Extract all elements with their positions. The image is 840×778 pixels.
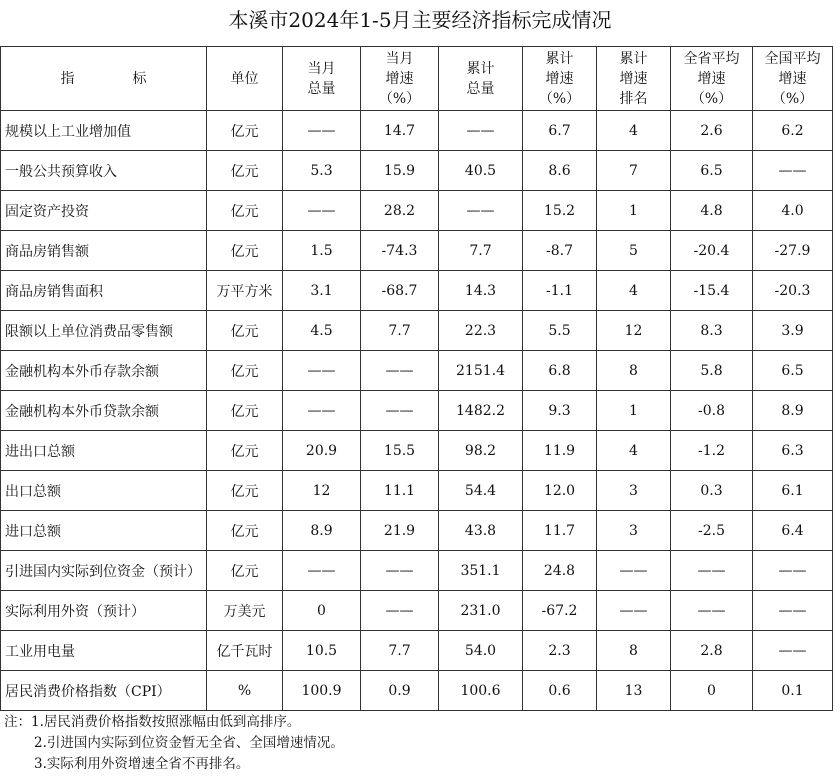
- cell-value: 10.5: [283, 631, 361, 671]
- cell-value: -15.4: [671, 271, 753, 311]
- cell-value: ——: [439, 111, 523, 151]
- cell-value: ——: [283, 191, 361, 231]
- table-row: [1, 671, 833, 711]
- cell-value: 4.0: [753, 191, 833, 231]
- table-row: [1, 311, 833, 351]
- cell-value: 14.7: [361, 111, 439, 151]
- cell-value: -27.9: [753, 231, 833, 271]
- cell-value: 8.9: [283, 511, 361, 551]
- cell-value: 43.8: [439, 511, 523, 551]
- cell-indicator: 金融机构本外币贷款余额: [1, 391, 207, 431]
- table-body: [1, 111, 833, 711]
- cell-value: 15.2: [523, 191, 597, 231]
- cell-value: -74.3: [361, 231, 439, 271]
- cell-value: 15.9: [361, 151, 439, 191]
- cell-value: -0.8: [671, 391, 753, 431]
- cell-value: 2151.4: [439, 351, 523, 391]
- cell-unit: 亿元: [207, 351, 283, 391]
- table-row: [1, 231, 833, 271]
- cell-value: ——: [671, 551, 753, 591]
- indicator-table: [0, 46, 833, 711]
- cell-indicator: 出口总额: [1, 471, 207, 511]
- cell-value: 8.9: [753, 391, 833, 431]
- cell-value: 1.5: [283, 231, 361, 271]
- cell-value: 6.7: [523, 111, 597, 151]
- cell-value: ——: [361, 351, 439, 391]
- cell-value: 2.3: [523, 631, 597, 671]
- cell-value: ——: [361, 591, 439, 631]
- cell-value: 1: [597, 191, 671, 231]
- cell-value: 54.0: [439, 631, 523, 671]
- header-cumulative-rank: 累计 增速 排名: [597, 47, 671, 111]
- cell-unit: 亿元: [207, 471, 283, 511]
- table-row: [1, 271, 833, 311]
- cell-value: ——: [597, 551, 671, 591]
- cell-value: ——: [283, 111, 361, 151]
- footnote-1: 注：1.居民消费价格指数按照涨幅由低到高排序。: [4, 714, 301, 730]
- footnote-2: 2.引进国内实际到位资金暂无全省、全国增速情况。: [34, 735, 344, 751]
- cell-value: 3: [597, 511, 671, 551]
- cell-value: 11.1: [361, 471, 439, 511]
- footnote-3: 3.实际利用外资增速全省不再排名。: [34, 756, 250, 772]
- cell-value: 6.5: [671, 151, 753, 191]
- cell-value: 6.3: [753, 431, 833, 471]
- header-cumulative-total: 累计 总量: [439, 47, 523, 111]
- table-header-row: [1, 47, 833, 111]
- cell-value: 7.7: [439, 231, 523, 271]
- table-row: [1, 111, 833, 151]
- cell-value: 4: [597, 431, 671, 471]
- cell-value: 4.5: [283, 311, 361, 351]
- cell-value: 6.4: [753, 511, 833, 551]
- cell-value: 8.6: [523, 151, 597, 191]
- table-row: [1, 511, 833, 551]
- cell-indicator: 实际利用外资（预计）: [1, 591, 207, 631]
- cell-value: 5: [597, 231, 671, 271]
- cell-value: 100.9: [283, 671, 361, 711]
- cell-unit: 万美元: [207, 591, 283, 631]
- cell-value: -20.4: [671, 231, 753, 271]
- table-row: [1, 591, 833, 631]
- cell-value: 28.2: [361, 191, 439, 231]
- cell-value: 6.2: [753, 111, 833, 151]
- cell-indicator: 商品房销售额: [1, 231, 207, 271]
- cell-indicator: 进口总额: [1, 511, 207, 551]
- table-row: [1, 351, 833, 391]
- cell-value: ——: [361, 551, 439, 591]
- cell-value: 0.3: [671, 471, 753, 511]
- cell-value: 0: [283, 591, 361, 631]
- cell-unit: 亿元: [207, 511, 283, 551]
- table-row: [1, 631, 833, 671]
- cell-indicator: 固定资产投资: [1, 191, 207, 231]
- cell-value: 5.3: [283, 151, 361, 191]
- cell-value: ——: [753, 551, 833, 591]
- cell-value: ——: [361, 391, 439, 431]
- cell-value: 100.6: [439, 671, 523, 711]
- cell-value: 231.0: [439, 591, 523, 631]
- cell-indicator: 金融机构本外币存款余额: [1, 351, 207, 391]
- cell-value: -1.1: [523, 271, 597, 311]
- cell-value: 8: [597, 631, 671, 671]
- cell-value: ——: [671, 591, 753, 631]
- cell-value: 12: [283, 471, 361, 511]
- table-row: [1, 431, 833, 471]
- cell-indicator: 进出口总额: [1, 431, 207, 471]
- page-title: 本溪市2024年1-5月主要经济指标完成情况: [228, 8, 612, 32]
- cell-indicator: 限额以上单位消费品零售额: [1, 311, 207, 351]
- header-month-growth: 当月 增速 （%）: [361, 47, 439, 111]
- table-row: [1, 151, 833, 191]
- cell-unit: 亿千瓦时: [207, 631, 283, 671]
- cell-indicator: 一般公共预算收入: [1, 151, 207, 191]
- cell-value: ——: [283, 351, 361, 391]
- cell-value: 1: [597, 391, 671, 431]
- cell-indicator: 规模以上工业增加值: [1, 111, 207, 151]
- cell-value: 3.9: [753, 311, 833, 351]
- cell-value: 13: [597, 671, 671, 711]
- cell-value: 40.5: [439, 151, 523, 191]
- cell-value: 12: [597, 311, 671, 351]
- cell-value: 6.5: [753, 351, 833, 391]
- cell-value: 98.2: [439, 431, 523, 471]
- cell-value: ——: [439, 191, 523, 231]
- cell-value: 351.1: [439, 551, 523, 591]
- cell-value: 20.9: [283, 431, 361, 471]
- cell-value: ——: [753, 591, 833, 631]
- cell-value: 1482.2: [439, 391, 523, 431]
- cell-value: 0.9: [361, 671, 439, 711]
- table-row: [1, 191, 833, 231]
- cell-value: ——: [283, 391, 361, 431]
- cell-value: 5.5: [523, 311, 597, 351]
- cell-value: ——: [753, 151, 833, 191]
- cell-unit: 亿元: [207, 311, 283, 351]
- cell-value: 0: [671, 671, 753, 711]
- footnotes: [4, 712, 344, 775]
- header-indicator: 指 标: [1, 47, 207, 111]
- cell-value: 2.6: [671, 111, 753, 151]
- cell-unit: 亿元: [207, 111, 283, 151]
- cell-value: 0.1: [753, 671, 833, 711]
- cell-value: 9.3: [523, 391, 597, 431]
- cell-value: 6.8: [523, 351, 597, 391]
- cell-unit: 亿元: [207, 191, 283, 231]
- cell-value: 8: [597, 351, 671, 391]
- cell-value: 24.8: [523, 551, 597, 591]
- cell-unit: 亿元: [207, 231, 283, 271]
- cell-indicator: 工业用电量: [1, 631, 207, 671]
- cell-value: -68.7: [361, 271, 439, 311]
- cell-value: ——: [597, 591, 671, 631]
- cell-value: 4.8: [671, 191, 753, 231]
- cell-value: 11.9: [523, 431, 597, 471]
- header-province-average: 全省平均 增速 （%）: [671, 47, 753, 111]
- cell-value: 4: [597, 271, 671, 311]
- cell-value: ——: [753, 631, 833, 671]
- header-month-total: 当月 总量: [283, 47, 361, 111]
- cell-value: 11.7: [523, 511, 597, 551]
- cell-unit: %: [207, 671, 283, 711]
- cell-value: 4: [597, 111, 671, 151]
- cell-value: 14.3: [439, 271, 523, 311]
- cell-value: 0.6: [523, 671, 597, 711]
- cell-value: 7.7: [361, 311, 439, 351]
- cell-unit: 亿元: [207, 431, 283, 471]
- cell-value: 6.1: [753, 471, 833, 511]
- cell-indicator: 商品房销售面积: [1, 271, 207, 311]
- table-row: [1, 471, 833, 511]
- cell-value: ——: [283, 551, 361, 591]
- cell-value: 7.7: [361, 631, 439, 671]
- cell-indicator: 引进国内实际到位资金（预计）: [1, 551, 207, 591]
- table-row: [1, 551, 833, 591]
- header-unit: 单位: [207, 47, 283, 111]
- cell-value: 54.4: [439, 471, 523, 511]
- cell-unit: 亿元: [207, 391, 283, 431]
- cell-value: -2.5: [671, 511, 753, 551]
- cell-indicator: 居民消费价格指数（CPI）: [1, 671, 207, 711]
- cell-value: 5.8: [671, 351, 753, 391]
- cell-value: 12.0: [523, 471, 597, 511]
- table-row: [1, 391, 833, 431]
- cell-value: 3: [597, 471, 671, 511]
- cell-value: -1.2: [671, 431, 753, 471]
- cell-value: 8.3: [671, 311, 753, 351]
- cell-value: -20.3: [753, 271, 833, 311]
- cell-unit: 万平方米: [207, 271, 283, 311]
- header-national-average: 全国平均 增速 （%）: [753, 47, 833, 111]
- cell-value: -8.7: [523, 231, 597, 271]
- cell-value: 22.3: [439, 311, 523, 351]
- cell-unit: 亿元: [207, 151, 283, 191]
- cell-value: 2.8: [671, 631, 753, 671]
- cell-value: -67.2: [523, 591, 597, 631]
- cell-value: 3.1: [283, 271, 361, 311]
- cell-value: 7: [597, 151, 671, 191]
- cell-value: 21.9: [361, 511, 439, 551]
- cell-unit: 亿元: [207, 551, 283, 591]
- header-cumulative-growth: 累计 增速 （%）: [523, 47, 597, 111]
- cell-value: 15.5: [361, 431, 439, 471]
